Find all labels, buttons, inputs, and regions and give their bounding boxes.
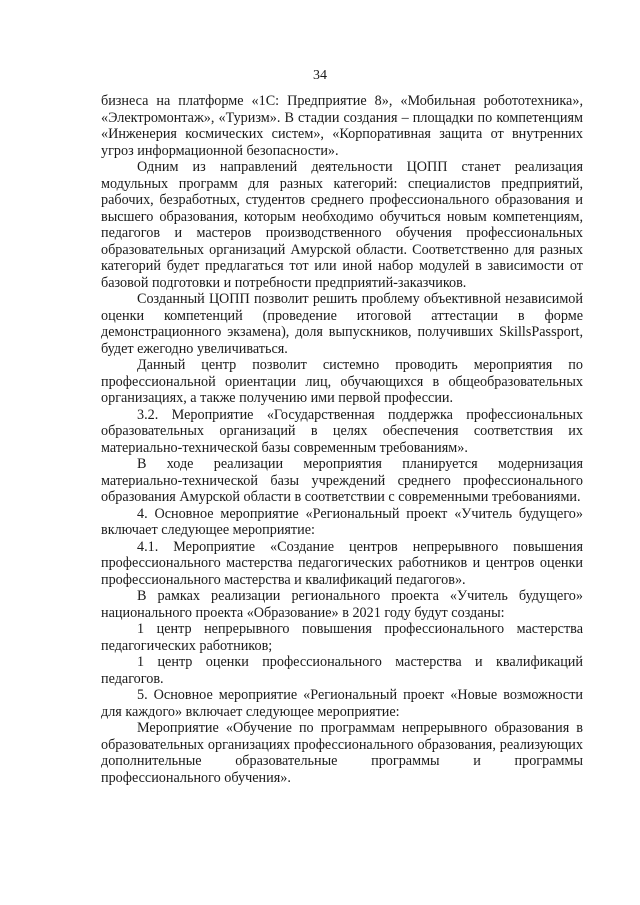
paragraph: 4. Основное мероприятие «Региональный проект «Учитель будущего» включает следующее мероприятие:: [101, 505, 583, 538]
paragraph: бизнеса на платформе «1С: Предприятие 8», «Мобильная робототехника», «Электромонтаж», «Туризм». В стадии создания – площадки по компетенциям «Инженерия космических систем», «Корпоративная защита от внутренних угроз информационной безопасности».: [101, 93, 583, 159]
paragraph: Данный центр позволит системно проводить мероприятия по профессиональной ориентации лиц, обучающихся в общеобразовательных организациях, а также получению ими первой профессии.: [101, 357, 583, 406]
paragraph: 4.1. Мероприятие «Создание центров непрерывного повышения профессионального мастерства педагогических работников и центров оценки профессионального мастерства и квалификаций педагогов».: [101, 538, 583, 588]
paragraph: 3.2. Мероприятие «Государственная поддержка профессиональных образовательных организаций в целях обеспечения соответствия их материально-технической базы современным требованиям».: [101, 406, 583, 456]
paragraph: 5. Основное мероприятие «Региональный проект «Новые возможности для каждого» включает следующее мероприятие:: [101, 687, 583, 720]
paragraph: 1 центр оценки профессионального мастерства и квалификаций педагогов.: [101, 654, 583, 687]
paragraph: В рамках реализации регионального проекта «Учитель будущего» национального проекта «Образование» в 2021 году будут созданы:: [101, 588, 583, 621]
paragraph: Созданный ЦОПП позволит решить проблему объективной независимой оценки компетенций (проведение итоговой аттестации в форме демонстрационного экзамена), доля выпускников, получивших SkillsPassport, будет ежегодно увеличиваться.: [101, 291, 583, 357]
paragraph: В ходе реализации мероприятия планируется модернизация материально-технической базы учреждений среднего профессионального образования Амурской области в соответствии с современными требованиями.: [101, 456, 583, 505]
page-number: 34: [313, 68, 327, 83]
paragraph: 1 центр непрерывного повышения профессионального мастерства педагогических работников;: [101, 621, 583, 654]
paragraph: Одним из направлений деятельности ЦОПП станет реализация модульных программ для разных категорий: специалистов предприятий, рабочих, безработных, студентов среднего профессионального образования и высшего образования, которым необходимо обучиться новым компетенциям, педагогов и мастеров производственного обучения профессиональных образовательных организаций Амурской области. Соответственно для разных категорий будет предлагаться тот или иной набор модулей в зависимости от базовой подготовки и потребности предприятий-заказчиков.: [101, 159, 583, 291]
document-body: [101, 93, 583, 786]
paragraph: Мероприятие «Обучение по программам непрерывного образования в образовательных организациях профессионального образования, реализующих дополнительные образовательные программы и программы профессионального обучения».: [101, 720, 583, 786]
